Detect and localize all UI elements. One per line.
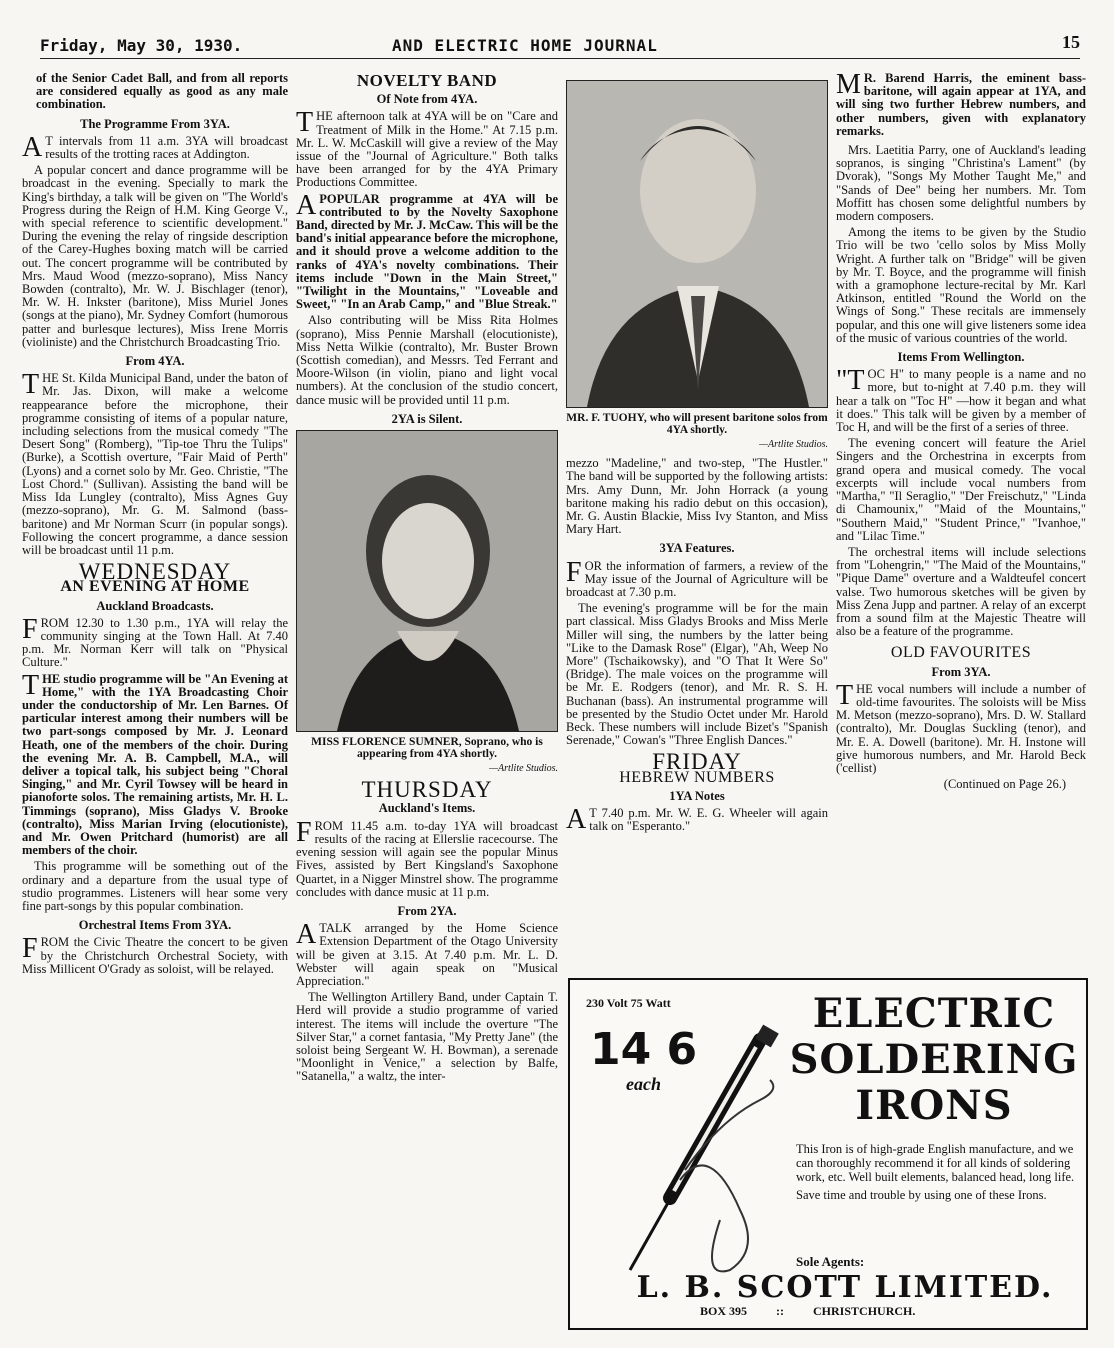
portrait-photo-f-tuohy [566, 80, 828, 408]
continued-note: (Continued on Page 26.) [943, 777, 1066, 792]
subheading-from-3ya: From 3YA. [931, 664, 991, 679]
heading-orchestral-items: Orchestral Items From 3YA. [78, 918, 232, 933]
heading-3ya-features: 3YA Features. [659, 541, 735, 556]
ad-city: CHRISTCHURCH. [813, 1304, 916, 1318]
heading-friday: FRIDAY [652, 749, 742, 775]
portrait-photo-florence-sumner [296, 430, 558, 732]
ad-body [796, 1142, 1076, 1206]
paragraph: A T 7.40 p.m. Mr. W. E. G. Wheeler will again talk on "Esperanto." [566, 804, 828, 836]
paragraph: This programme will be something out of the ordinary and a departure from the usual type of studio programmes. Listeners will hear some very fine part-songs by this popular combination. [22, 859, 288, 913]
paragraph: Among the items to be given by the Studio Trio will be two 'cello solos by Miss Molly Wright. A further talk on "Bridge" will be given by Mr. T. Boyce, and the programme will finish with a gramophone lecture-recital by Mr. Karl Atkinson, entitled "Round the World on the Wings of Song." These recitals are immensely popular, and this one will give listeners some idea of the music of various countries of the world. [836, 225, 1086, 345]
paragraph: FROM 11.45 a.m. to-day 1YA will broadcast results of the racing at Ellerslie racecourse. The evening session will again see the popular Minus Fives, assisted by Bert Kingsland's Saxophone Quartet, in a Nigger Minstrel show. The programme concludes with dance music at 11 p.m. [296, 816, 558, 899]
paragraph: The evening concert will feature the Ariel Singers and the Orchestrina in excerpts from grand opera and musical comedy. The vocal excerpts will include vocal numbers from "Martha," "Il Seraglio," "Der Freischutz," "Linda di Chamounix," "Maid of the Mountains," "Southern Maid," "Student Prince," "Ivanhoe," and "Lilac Time." [836, 436, 1086, 543]
paragraph: mezzo "Madeline," and two-step, "The Hustler." The band will be supported by the following artists: Mrs. Amy Dunn, Mr. John Horrack (a young baritone making his radio debut on this occasion), Mr. G. Austin Blackie, Miss Ivy Stanton, and Miss Mary Hart. [566, 456, 828, 537]
paragraph: "TOC H" to many people is a name and no more, but to-night at 7.40 p.m. they will hear a talk on "Toc H" —how it began and what it does." This talk will be given by a member of Toc H, and will be the first of a series of three. [836, 365, 1086, 435]
column-4 [836, 69, 1086, 794]
paragraph: THE studio programme will be "An Evening at Home," with the 1YA Broadcasting Choir under the conductorship of Mr. Len Barnes. Of particular interest among their numbers will be two part-songs composed by Mr. J. Leonard Heath, one of the members of the choir. During the evening Mr. A. B. Campbell, M.A., will deliver a topical talk, his subject being "Choral Singing," and Mr. Cyril Towsey will be heard in pianoforte solos. The remaining artists, Mr. H. L. Timmings (soprano), Miss Gladys V. Brooke (contralto), Miss Marian Irving (elocutioniste), and Mr. Owen Pritchard (humorist) are all members of the choir. [22, 669, 288, 858]
ad-headline-1: ELECTRIC [812, 990, 1056, 1037]
ad-box: BOX 395 [700, 1304, 748, 1318]
paragraph: The orchestral items will include selections from "Lohengrin," "The Maid of the Mountains," "Pique Dame" overture and a Waldteufel concert valse. Two humorous sketches will be given by Miss Zena Jupp and partner. A relay of an excerpt from a sound film at the Majestic Theatre will also be a feature of the programme. [836, 544, 1086, 639]
journal-title: AND ELECTRIC HOME JOURNAL [392, 36, 658, 55]
ad-sole-agents-label: Sole Agents: [796, 1254, 865, 1269]
portrait-illustration [567, 81, 828, 407]
paragraph: THE vocal numbers will include a number of old-time favourites. The soloists will be Miss M. Metson (mezzo-soprano), Mrs. D. W. Stallard (contralto), Mr. Douglas Suckling (tenor), and Mr. E. A. Dowell (baritone). Mr. H. Instone will give humorous numbers, and Mr. Harold Beck ('cellist) [836, 679, 1086, 775]
soldering-iron-advertisement [568, 978, 1088, 1330]
masthead [40, 32, 1080, 59]
paragraph: FROM the Civic Theatre the concert to be given by the Christchurch Orchestral Society, with Miss Millicent O'Grady as soloist, will be relayed. [22, 933, 288, 976]
ad-voltage: 230 Volt 75 Watt [586, 996, 671, 1010]
paragraph: The Wellington Artillery Band, under Captain T. Herd will provide a studio programme of varied interest. The items will include the overture "The Silver Star," a cornet fantasia, "My Pretty Jane" (the soloist being Sergeant W. H. Bowman), a serenade "Moonlight in Venice," a selection by Balfe, "Satanella," a waltz, the inter- [296, 990, 558, 1084]
heading-auckland-broadcasts: Auckland Broadcasts. [96, 598, 214, 613]
ad-price-unit: each [626, 1074, 661, 1094]
soldering-iron-icon [590, 1020, 790, 1280]
heading-3ya-programme: The Programme From 3YA. [80, 116, 230, 131]
paragraph: APOPULAR programme at 4YA will be contributed to by the Novelty Saxophone Band, directed by Mr. J. McCaw. This will be the band's initial appearance before the microphone, and it should prove a welcome addition to the ranks of 4YA's novelty combinations. Their items include "Down in the Main Street," "Twilight in the Mountains," "Loveable and Sweet," "In an Arab Camp," and "Blue Streak." [296, 189, 558, 312]
paragraph: The evening's programme will be for the main part classical. Miss Gladys Brooks and Miss Merle Miller will sing, the numbers by the latter being "Like to the Damask Rose" (Elgar), "Ah, Weep No More" (Tschaikowsky), and "O That It Were So" (Bridge). The male voices on the programme will be Mr. E. Rodgers (tenor), and Mr. R. S. H. Buchanan (bass). An instrumental programme will be presented by the Studio Octet under Mr. Harold Beck. These numbers will include Bizet's "Spanish Serenade," Cowan's "Three English Dances." [566, 601, 828, 748]
subheading-of-note: Of Note from 4YA. [376, 92, 478, 107]
heading-old-favourites: OLD FAVOURITES [890, 644, 1032, 662]
heading-2ya-silent: 2YA is Silent. [391, 411, 463, 426]
ad-address [700, 1304, 1020, 1319]
paragraph: A popular concert and dance programme will be broadcast in the evening. Specially to mark the King's birthday, a talk will be given on "The World's Progress during the Reign of H.M. King George V., with special reference to scientific development." During the evening the relay of ringside description of the Carey-Hughes boxing match will be carried out. The concert programme will be contributed by Mrs. Maud Wood (mezzo-soprano), Miss Nancy Bowden (contralto), Mr. W. J. Bischlager (tenor), Mr. W. H. Inkster (baritone), Miss Muriel Jones (songs at the piano), Mr. Sydney Comfort (humorous patter and burlesque lectures), Miss Irene Morris (violiniste) and the Christchurch Broadcasting Trio. [22, 163, 288, 349]
paragraph: THE St. Kilda Municipal Band, under the baton of Mr. Jas. Dixon, will make a welcome reappearance before the microphone, their programme consisting of items of a popular nature, including selections from the musical comedy "The Desert Song" (Romberg), "Tip-toe Thru the Tulips" (Burke), a Scottish overture, "Fair Maid of Perth" (Lyons) and a cornet solo by Mr. Geo. Christie, "The Lost Chord." (Sullivan). Assisting the band will be Miss Ida Lungley (contralto), Miss Agnes Guy (mezzo-soprano), Mr. G. M. Salmond (bass-baritone) and Mr Norman Scurr (in popular songs). Following the concert programme, a dance session will be broadcast until 11 p.m. [22, 369, 288, 557]
paragraph: FROM 12.30 to 1.30 p.m., 1YA will relay the community singing at the Town Hall. At 7.40 p.m. Mr. Norman Kerr will talk on "Physical Culture." [22, 613, 288, 670]
heading-novelty-band: NOVELTY BAND [356, 71, 498, 90]
paragraph: THE afternoon talk at 4YA will be on "Care and Treatment of Milk in the Home." At 7.15 p.m. Mr. L. W. McCaskill will give a review of the May issue of the "Journal of Agriculture." Both talks have been arranged for by the 4YA Primary Productions Committee. [296, 107, 558, 190]
photo-credit: —Artlite Studios. [759, 439, 828, 450]
heading-thursday: THURSDAY [361, 777, 493, 803]
intro-text: of the Senior Cadet Ball, and from all reports are considered equally as good as any male combination. [36, 71, 288, 112]
heading-aucklands-items: Auckland's Items. [378, 801, 476, 816]
column-3 [566, 76, 828, 836]
paragraph: A T intervals from 11 a.m. 3YA will broadcast results of the trotting races at Addington. [22, 131, 288, 163]
paragraph: Mrs. Laetitia Parry, one of Auckland's leading sopranos, is singing "Christina's Lament" (by Dvorak), "Songs My Mother Taught Me," and "Sands of Dee" being her numbers. Mr. Tom Moffitt has chosen some delightful numbers by modern composers. [836, 143, 1086, 224]
column-1 [22, 72, 288, 979]
page-number: 15 [1062, 32, 1080, 52]
ad-company-name: L. B. SCOTT LIMITED. [636, 1270, 1054, 1305]
paragraph: M R. Barend Harris, the eminent bass-baritone, will again appear at 1YA, and will sing two further Hebrew numbers, and other numbers, given with explanatory remarks. [836, 69, 1086, 138]
heading-from-4ya: From 4YA. [125, 354, 185, 369]
ad-separator: :: [776, 1304, 785, 1318]
photo-credit: —Artlite Studios. [489, 763, 558, 775]
heading-wednesday: WEDNESDAY [78, 559, 232, 585]
paragraph: ATALK arranged by the Home Science Extension Department of the Otago University will be given at 3.15. At 7.40 p.m. Mr. L. D. Webster will again speak on "Musical Appreciation." [296, 919, 558, 988]
photo-caption: MR. F. TUOHY, who will present baritone solos from 4YA shortly. [566, 412, 828, 436]
column-2 [296, 72, 558, 1087]
ad-price: 14 6 [590, 1024, 698, 1075]
paragraph: FOR the information of farmers, a review of the May issue of the Journal of Agriculture will be broadcast at 7.30 p.m. [566, 556, 828, 600]
heading-from-2ya: From 2YA. [397, 903, 457, 918]
subheading-hebrew-numbers: HEBREW NUMBERS [619, 768, 775, 786]
issue-date: Friday, May 30, 1930. [40, 36, 243, 55]
portrait-illustration [297, 431, 558, 731]
photo-caption: MISS FLORENCE SUMNER, Soprano, who is appearing from 4YA shortly. [311, 736, 543, 761]
heading-items-from-wellington: Items From Wellington. [897, 350, 1025, 365]
heading-1ya-notes: 1YA Notes [669, 788, 725, 803]
ad-call-to-action: Save time and trouble by using one of these Irons. [796, 1188, 1047, 1202]
ad-headline-2: SOLDERING [789, 1036, 1079, 1083]
ad-description: This Iron is of high-grade English manufacture, and we can thoroughly recommend it for all kinds of soldering work, etc. Well built elements, balanced head, long life. [796, 1142, 1075, 1184]
paragraph: Also contributing will be Miss Rita Holmes (soprano), Miss Pennie Marshall (elocutioniste), Miss Netta Wilkie (contralto), Mr. Buster Brown (Scottish comedian), and Messrs. Ted Ferrant and Moore-Wilson (in violin, piano and light vocal numbers). At the conclusion of the studio concert, dance music will be provided until 11 p.m. [296, 313, 558, 407]
ad-headline-3: IRONS [855, 1082, 1013, 1129]
subheading-evening-at-home: AN EVENING AT HOME [60, 578, 250, 596]
